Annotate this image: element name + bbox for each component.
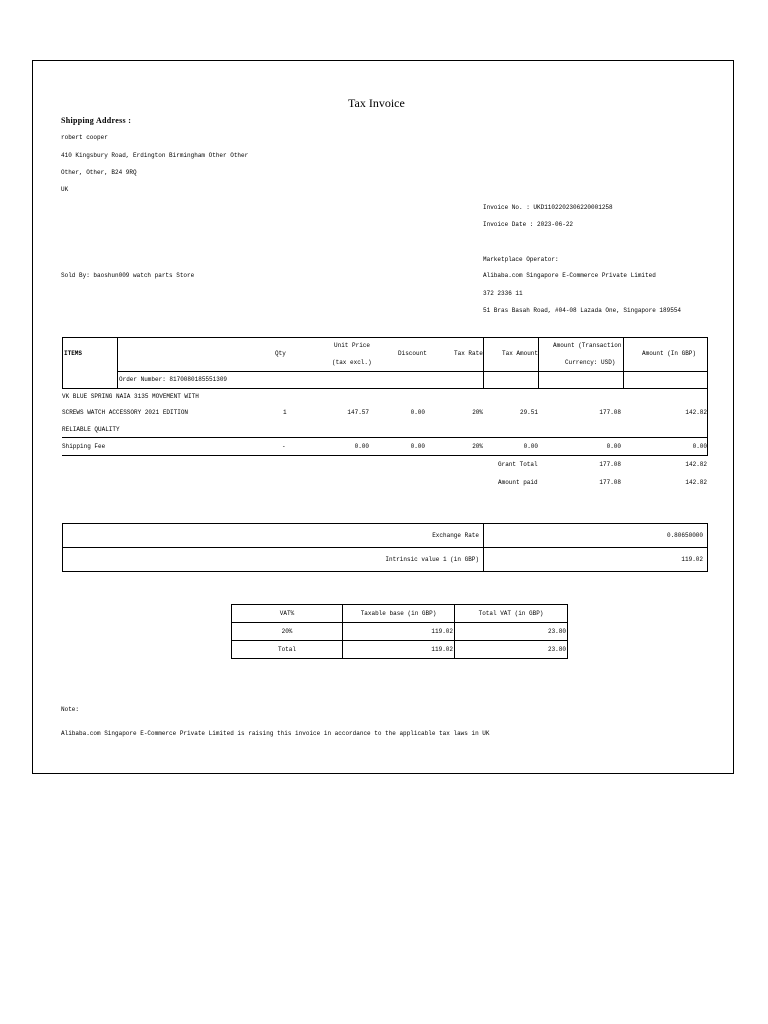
shipping-line2: Other, Other, B24 9RQ xyxy=(61,169,137,176)
item-amount-gbp: 142.82 xyxy=(685,409,707,416)
amount-paid-gbp: 142.82 xyxy=(685,479,707,486)
item-amount-txn: 177.08 xyxy=(599,409,621,416)
exchange-rate-label: Exchange Rate xyxy=(432,532,479,539)
item-tax-amount: 29.51 xyxy=(519,409,538,416)
shipping-heading: Shipping Address : xyxy=(61,116,132,125)
item-desc-line2: SCREWS WATCH ACCESSORY 2021 EDITION xyxy=(62,409,189,416)
item-amount-gbp: 0.00 xyxy=(692,443,707,450)
vat-header-rate: VAT% xyxy=(279,610,295,617)
col-unit-price-header-2: (tax excl.) xyxy=(332,359,372,366)
item-qty: - xyxy=(282,443,286,450)
item-discount: 0.00 xyxy=(410,443,425,450)
item-unit-price: 147.57 xyxy=(347,409,369,416)
col-amount-txn-header: Amount (Transaction xyxy=(553,342,622,349)
grand-total-label: Grant Total xyxy=(498,461,538,468)
item-desc-line1: Shipping Fee xyxy=(62,443,106,450)
amount-paid-txn: 177.08 xyxy=(599,479,621,486)
operator-heading: Marketplace Operator: xyxy=(483,256,559,263)
operator-address: 51 Bras Basah Road, #04-08 Lazada One, Singapore 189554 xyxy=(483,307,682,314)
item-tax-amount: 0.00 xyxy=(523,443,538,450)
vat-rate: Total xyxy=(277,646,296,653)
item-tax-rate: 20% xyxy=(472,443,483,450)
vat-total: 23.80 xyxy=(547,646,566,653)
order-number: Order Number: 8170080185551309 xyxy=(119,376,228,383)
vat-header-base: Taxable base (in GBP) xyxy=(360,610,437,617)
invoice-number: Invoice No. : UKD1102202306220001258 xyxy=(483,204,613,211)
operator-name: Alibaba.com Singapore E-Commerce Private Limited xyxy=(483,272,656,279)
vat-base: 119.02 xyxy=(431,628,453,635)
seller-info: Sold By: baoshun009 watch parts Store xyxy=(61,272,195,279)
vat-header-total: Total VAT (in GBP) xyxy=(478,610,544,617)
item-discount: 0.00 xyxy=(410,409,425,416)
note-text: Alibaba.com Singapore E-Commerce Private Limited is raising this invoice in accordance to the applicable tax laws in UK xyxy=(61,730,490,737)
shipping-country: UK xyxy=(61,186,69,193)
col-tax-amount-header: Tax Amount xyxy=(502,350,539,357)
invoice-title: Tax Invoice xyxy=(348,96,405,110)
item-unit-price: 0.00 xyxy=(354,443,369,450)
col-qty-header: Qty xyxy=(275,350,286,357)
invoice-sheet xyxy=(32,60,734,774)
shipping-name: robert cooper xyxy=(61,134,108,141)
col-discount-header: Discount xyxy=(398,350,427,357)
item-qty: 1 xyxy=(283,409,287,416)
intrinsic-value-value: 119.02 xyxy=(681,556,703,563)
grand-total-gbp: 142.82 xyxy=(685,461,707,468)
col-unit-price-header: Unit Price xyxy=(334,342,371,349)
col-tax-rate-header: Tax Rate xyxy=(454,350,483,357)
col-amount-gbp-header: Amount (In GBP) xyxy=(642,350,697,357)
shipping-line1: 410 Kingsbury Road, Erdington Birmingham Other Other xyxy=(61,152,249,159)
grand-total-txn: 177.08 xyxy=(599,461,621,468)
item-amount-txn: 0.00 xyxy=(606,443,621,450)
col-amount-txn-header-2: Currency: USD) xyxy=(565,359,616,366)
intrinsic-value-label: Intrinsic value 1 (in GBP) xyxy=(385,556,479,563)
item-tax-rate: 20% xyxy=(472,409,483,416)
vat-base: 119.02 xyxy=(431,646,453,653)
item-desc-line1: VK BLUE SPRING NAIA 3135 MOVEMENT WITH xyxy=(62,393,199,400)
exchange-rate-value: 0.80650000 xyxy=(666,532,703,539)
note-label: Note: xyxy=(61,706,80,713)
vat-total: 23.80 xyxy=(547,628,566,635)
amount-paid-label: Amount paid xyxy=(498,479,538,486)
col-items-header: ITEMS xyxy=(64,350,83,357)
invoice-date: Invoice Date : 2023-06-22 xyxy=(483,221,574,228)
vat-rate: 20% xyxy=(281,628,293,635)
operator-vat: 372 2336 11 xyxy=(483,290,523,297)
item-desc-line3: RELIABLE QUALITY xyxy=(62,426,120,433)
